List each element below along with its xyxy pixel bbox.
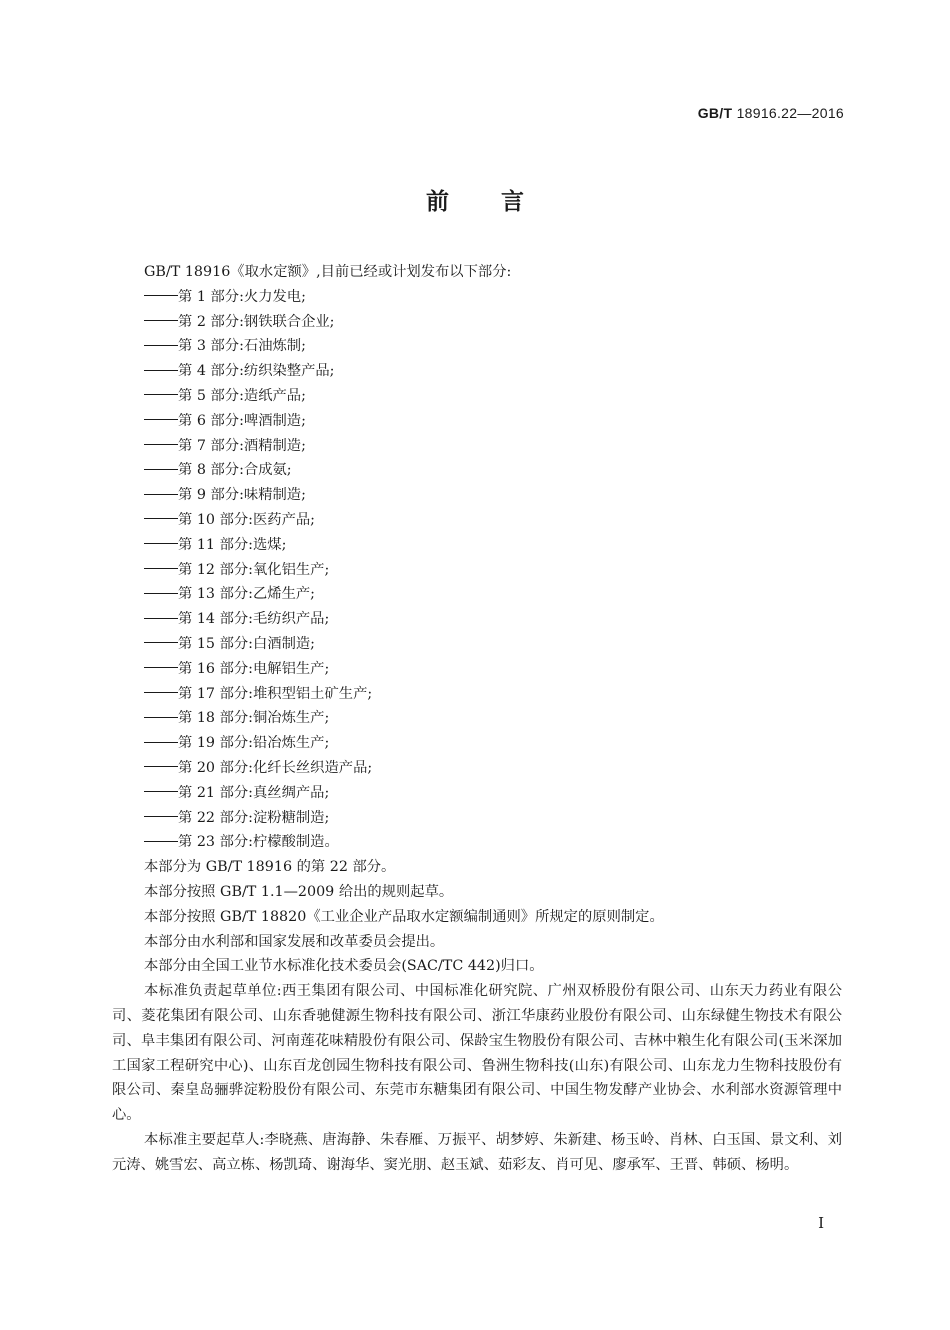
list-dash bbox=[144, 394, 178, 395]
list-dash bbox=[144, 618, 178, 619]
list-item-text: 第 9 部分:味精制造; bbox=[178, 487, 306, 504]
list-item-text: 第 13 部分:乙烯生产; bbox=[178, 586, 315, 603]
list-dash bbox=[144, 295, 178, 296]
list-item-text: 第 18 部分:铜冶炼生产; bbox=[178, 710, 330, 727]
list-dash bbox=[144, 370, 178, 371]
list-item-text: 第 21 部分:真丝绸产品; bbox=[178, 784, 330, 801]
list-item bbox=[112, 706, 842, 731]
list-dash bbox=[144, 766, 178, 767]
list-item-text: 第 11 部分:选煤; bbox=[178, 536, 287, 553]
list-dash bbox=[144, 494, 178, 495]
list-item bbox=[112, 434, 842, 459]
list-item-text: 第 20 部分:化纤长丝织造产品; bbox=[178, 759, 373, 776]
list-item bbox=[112, 458, 842, 483]
list-item-text: 第 4 部分:纺织染整产品; bbox=[178, 363, 335, 380]
list-item-text: 第 10 部分:医药产品; bbox=[178, 511, 315, 528]
list-dash bbox=[144, 791, 178, 792]
list-item-text: 第 12 部分:氧化铝生产; bbox=[178, 561, 330, 578]
list-item-text: 第 17 部分:堆积型铝土矿生产; bbox=[178, 685, 373, 702]
statement-part-number: 本部分为 GB/T 18916 的第 22 部分。 bbox=[144, 859, 396, 876]
list-item-text: 第 1 部分:火力发电; bbox=[178, 288, 306, 305]
list-item bbox=[112, 285, 842, 310]
list-dash bbox=[144, 345, 178, 346]
list-dash bbox=[144, 543, 178, 544]
list-item-text: 第 2 部分:钢铁联合企业; bbox=[178, 313, 335, 330]
list-item-text: 第 3 部分:石油炼制; bbox=[178, 338, 306, 355]
list-item bbox=[112, 632, 842, 657]
list-item-text: 第 7 部分:酒精制造; bbox=[178, 437, 306, 454]
list-item-text: 第 15 部分:白酒制造; bbox=[178, 635, 315, 652]
list-dash bbox=[144, 841, 178, 842]
list-dash bbox=[144, 692, 178, 693]
drafting-units-paragraph: 本标准负责起草单位:西王集团有限公司、中国标准化研究院、广州双桥股份有限公司、山东天力药业有限公司、菱花集团有限公司、山东香驰健源生物科技有限公司、浙江华康药业股份有限公司、山东绿健生物技术有限公司、阜丰集团有限公司、河南莲花味精股份有限公司、保龄宝生物股份有限公司、吉林中粮生化有限公司(玉米深加工国家工程研究中心)、山东百龙创园生物科技有限公司、鲁洲生物科技(山东)有限公司、山东龙力生物科技股份有限公司、秦皇岛骊骅淀粉股份有限公司、东莞市东糖集团有限公司、中国生物发酵产业协会、水利部水资源管理中心。 bbox=[112, 983, 842, 1124]
list-dash bbox=[144, 717, 178, 718]
list-item bbox=[112, 334, 842, 359]
statement-principles: 本部分按照 GB/T 18820《工业企业产品取水定额编制通则》所规定的原则制定。 bbox=[144, 908, 664, 925]
list-dash bbox=[144, 642, 178, 643]
statement-proposer: 本部分由水利部和国家发展和改革委员会提出。 bbox=[144, 933, 445, 950]
page-title: 前言 bbox=[426, 189, 576, 215]
body-text bbox=[112, 260, 842, 1177]
list-dash bbox=[144, 444, 178, 445]
list-item-text: 第 5 部分:造纸产品; bbox=[178, 387, 306, 404]
list-item bbox=[112, 781, 842, 806]
list-item bbox=[112, 533, 842, 558]
list-item bbox=[112, 806, 842, 831]
list-dash bbox=[144, 320, 178, 321]
drafters-paragraph: 本标准主要起草人:李晓燕、唐海静、朱春雁、万振平、胡梦婷、朱新建、杨玉岭、肖林、白玉国、景文利、刘元涛、姚雪宏、高立栋、杨凯琦、谢海华、窦光朋、赵玉斌、茹彩友、肖可见、廖承军、王晋、韩硕、杨明。 bbox=[112, 1131, 842, 1173]
intro-paragraph: GB/T 18916《取水定额》,目前已经或计划发布以下部分: bbox=[144, 264, 512, 280]
list-item bbox=[112, 582, 842, 607]
list-item bbox=[112, 409, 842, 434]
list-item bbox=[112, 830, 842, 855]
page-number: I bbox=[818, 1214, 824, 1232]
list-item bbox=[112, 756, 842, 781]
list-item bbox=[112, 731, 842, 756]
list-item bbox=[112, 508, 842, 533]
list-item bbox=[112, 607, 842, 632]
list-item-text: 第 16 部分:电解铝生产; bbox=[178, 660, 330, 677]
list-dash bbox=[144, 742, 178, 743]
list-item-text: 第 23 部分:柠檬酸制造。 bbox=[178, 834, 339, 851]
list-item-text: 第 19 部分:铅冶炼生产; bbox=[178, 735, 330, 752]
list-item bbox=[112, 483, 842, 508]
list-item bbox=[112, 310, 842, 335]
document-code-number: 18916.22—2016 bbox=[736, 105, 844, 121]
list-item-text: 第 8 部分:合成氨; bbox=[178, 462, 292, 479]
list-item-text: 第 14 部分:毛纺织产品; bbox=[178, 611, 330, 628]
list-item bbox=[112, 558, 842, 583]
list-dash bbox=[144, 568, 178, 569]
list-dash bbox=[144, 469, 178, 470]
list-item bbox=[112, 359, 842, 384]
statement-drafting-rules: 本部分按照 GB/T 1.1—2009 给出的规则起草。 bbox=[144, 883, 454, 900]
list-dash bbox=[144, 518, 178, 519]
list-item-text: 第 22 部分:淀粉糖制造; bbox=[178, 809, 330, 826]
list-item bbox=[112, 384, 842, 409]
list-dash bbox=[144, 667, 178, 668]
list-item bbox=[112, 657, 842, 682]
list-dash bbox=[144, 816, 178, 817]
list-item-text: 第 6 部分:啤酒制造; bbox=[178, 412, 306, 429]
list-item bbox=[112, 682, 842, 707]
parts-list bbox=[112, 285, 842, 855]
list-dash bbox=[144, 593, 178, 594]
document-code-prefix: GB/T bbox=[697, 105, 733, 121]
document-code bbox=[698, 105, 844, 121]
statement-committee: 本部分由全国工业节水标准化技术委员会(SAC/TC 442)归口。 bbox=[144, 958, 544, 975]
list-dash bbox=[144, 419, 178, 420]
